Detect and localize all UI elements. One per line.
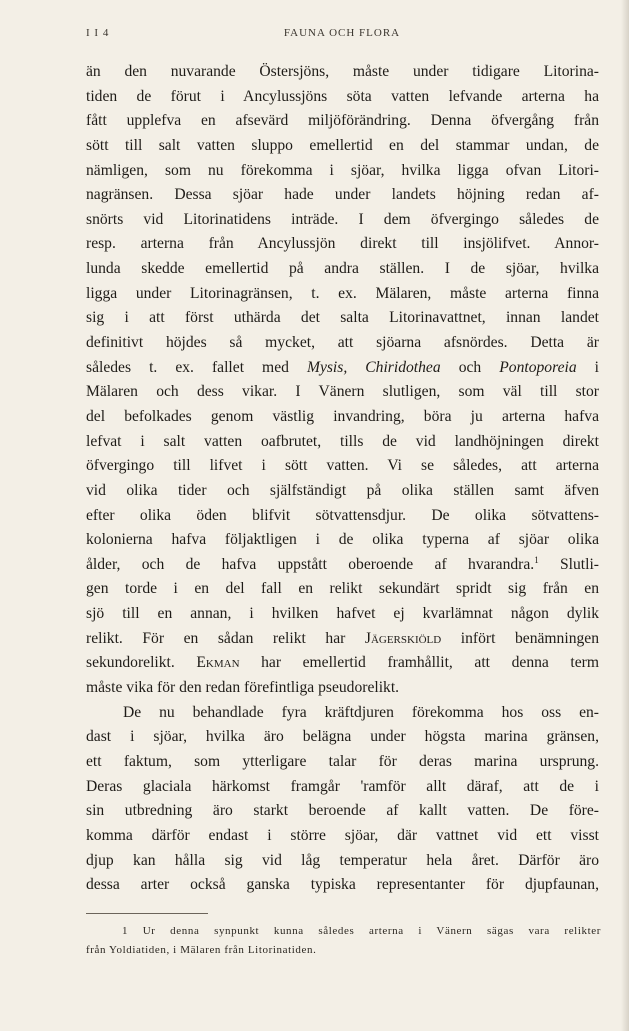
page-header (86, 27, 598, 45)
text-line: Mälaren och dess vikar. I Vänern slutligen, som väl till stor (86, 383, 599, 401)
page-edge-shadow (621, 0, 629, 1031)
text-line: sig i att först uthärda det salta Litorinavattnet, innan landet (86, 309, 599, 327)
text-line: sin utbredning äro starkt beroende af kallt vatten. De före- (86, 802, 599, 820)
text-line: gen torde i en del fall en relikt sekundärt spridt sig från en (86, 580, 599, 598)
text-line: resp. arterna från Ancylussjön direkt till insjölifvet. Annor- (86, 235, 599, 253)
text-segment: relikt. För en sådan relikt har (86, 629, 365, 647)
text-line: sjö till en annan, i hvilken hafvet ej kvarlämnat någon dylik (86, 605, 599, 623)
text-line: komma därför endast i större sjöar, där vattnet vid ett visst (86, 826, 599, 844)
text-line: kolonierna hafva följaktligen i de olika typerna af sjöar olika (86, 531, 599, 549)
text-line: ligga under Litorinagränsen, t. ex. Mälaren, måste arterna finna (86, 284, 599, 302)
author-name: Ekman (196, 654, 240, 672)
text-segment: ålder, och de hafva uppstått oberoende af hvarandra. (86, 555, 535, 573)
text-segment: infört benämningen (441, 629, 600, 647)
text-line: öfvergingo till lifvet i sött vatten. Vi se således, att arterna (86, 457, 599, 475)
text-segment: och (440, 358, 500, 376)
running-title: FAUNA OCH FLORA (283, 27, 401, 39)
species-name: Mysis, Chiridothea (306, 358, 441, 376)
text-line: ett faktum, som ytterligare talar för deras marina ursprung. (86, 752, 599, 770)
footnote (86, 922, 601, 960)
footnote-divider (86, 913, 208, 914)
text-line: nagränsen. Dessa sjöar hade under landets höjning redan af- (86, 186, 599, 204)
text-line: lunda skedde emellertid på andra ställen. I de sjöar, hvilka (86, 260, 599, 278)
text-segment: Slutli- (538, 555, 599, 573)
text-line: snörts vid Litorinatidens inträde. I dem öfvergingo således de (86, 210, 599, 228)
text-line: än den nuvarande Östersjöns, måste under tidigare Litorina- (86, 63, 599, 80)
text-line: vid olika tider och själfständigt på olika ställen samt äfven (86, 481, 599, 499)
footnote-line: från Yoldiatiden, i Mälaren från Litorinatiden. (86, 944, 317, 956)
text-segment: i (576, 358, 600, 376)
species-name: Pontoporeia (499, 358, 577, 376)
text-line (86, 627, 599, 652)
text-segment: sekundorelikt. (86, 654, 197, 672)
text-line: sött till salt vatten sluppo emellertid en del stammar undan, de (86, 136, 599, 154)
footnote-line (86, 922, 601, 941)
text-line: De nu behandlade fyra kräftdjuren förekomma hos oss en- (123, 703, 599, 721)
footnote-marker: 1 (122, 925, 129, 937)
body-text (86, 60, 599, 898)
text-line: dessa arter också ganska typiska representanter för djupfaunan, (86, 876, 599, 894)
page-number: I I 4 (86, 27, 110, 39)
text-line: fått upplefva en afsevärd miljöförändring. Denna öfvergång från (86, 112, 599, 130)
text-line: dast i sjöar, hvilka äro belägna under högsta marina gränsen, (86, 728, 599, 746)
text-line: måste vika för den redan förefintliga pseudorelikt. (86, 679, 400, 697)
text-line (86, 553, 599, 578)
text-line (86, 356, 599, 381)
author-name: Jägerskiöld (364, 629, 442, 647)
text-line (86, 651, 599, 676)
text-line: Deras glaciala härkomst framgår 'ramför allt däraf, att de i (86, 777, 599, 795)
text-line: nämligen, som nu förekomma i sjöar, hvilka ligga ofvan Litori- (86, 161, 599, 179)
footnote-text: Ur denna synpunkt kunna således arterna i Vänern sägas vara relikter (128, 925, 601, 937)
footnote-ref[interactable]: 1 (534, 554, 539, 565)
text-line: djup kan hålla sig vid låg temperatur hela året. Därför äro (86, 851, 599, 869)
text-segment: har emellertid framhållit, att denna term (239, 654, 600, 672)
text-line: del befolkades genom västlig invandring, böra ju arterna hafva (86, 407, 599, 425)
text-line: definitivt höjdes så mycket, att sjöarna afsnördes. Detta är (86, 334, 599, 352)
text-line: lefvat i salt vatten oafbrutet, tills de vid landhöjningen direkt (86, 432, 599, 450)
text-line: efter olika öden blifvit sötvattensdjur. De olika sötvattens- (86, 506, 599, 524)
text-segment: således t. ex. fallet med (86, 358, 307, 376)
text-line: tiden de förut i Ancylussjöns söta vatten lefvande arterna ha (86, 87, 599, 105)
